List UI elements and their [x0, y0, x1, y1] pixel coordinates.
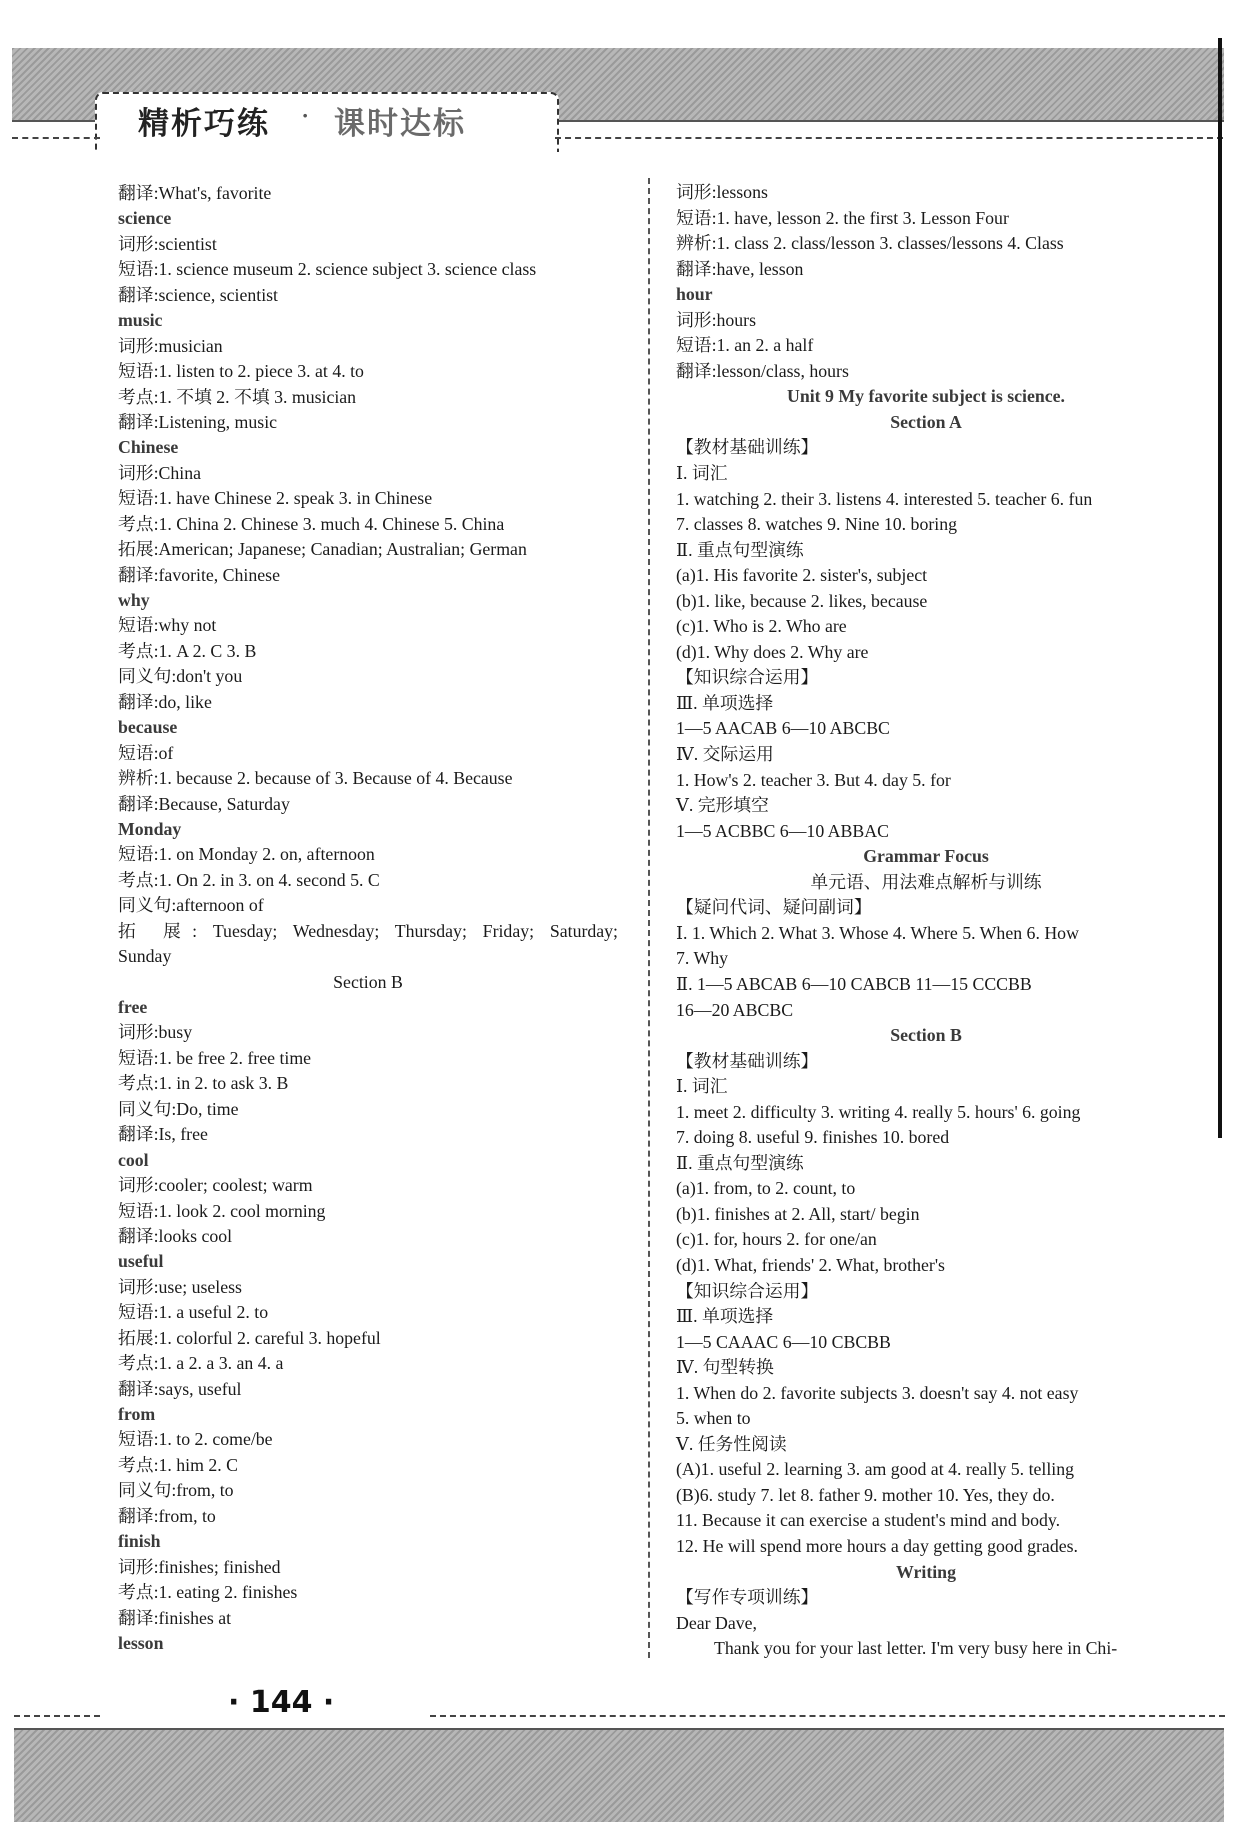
column-divider: [648, 178, 650, 1658]
answer-line: 词形:China: [118, 462, 201, 483]
footer-divider-left: [14, 1715, 100, 1717]
answer-line: 1—5 CAAAC 6—10 CBCBB: [676, 1331, 891, 1352]
section-heading: Section B: [333, 971, 403, 992]
answer-line: 7. classes 8. watches 9. Nine 10. boring: [676, 514, 957, 535]
answer-line: 12. He will spend more hours a day getting good grades.: [676, 1535, 1078, 1556]
answer-line: 翻译:Is, free: [118, 1124, 208, 1145]
answer-line: 翻译:have, lesson: [676, 258, 804, 279]
answer-line: 短语:1. a useful 2. to: [118, 1302, 269, 1323]
footer-divider-right: [430, 1715, 1225, 1717]
answer-line: (c)1. for, hours 2. for one/an: [676, 1229, 877, 1250]
answer-line: 短语:1. on Monday 2. on, afternoon: [118, 844, 375, 865]
answer-line: Ⅰ. 词汇: [676, 463, 728, 484]
entry-headword: lesson: [118, 1632, 164, 1653]
answer-line: 5. when to: [676, 1408, 751, 1429]
answer-line: 词形:hours: [676, 309, 757, 330]
page-number: · 144 ·: [228, 1685, 335, 1720]
answer-line: 【知识综合运用】: [676, 1280, 819, 1301]
answer-line: (A)1. useful 2. learning 3. am good at 4. really 5. telling: [676, 1459, 1075, 1480]
answer-line: 短语:1. to 2. come/be: [118, 1429, 273, 1450]
answer-line: 翻译:do, like: [118, 691, 212, 712]
answer-line: 词形:lessons: [676, 182, 768, 202]
answer-line: 辨析:1. class 2. class/lesson 3. classes/lessons 4. Class: [676, 233, 1064, 254]
answer-line: 【知识综合运用】: [676, 667, 819, 688]
answer-line: (a)1. His favorite 2. sister's, subject: [676, 565, 928, 586]
answer-line: 【教材基础训练】: [676, 437, 819, 458]
answer-line: Dear Dave,: [676, 1612, 757, 1633]
answer-line: 【教材基础训练】: [676, 1050, 819, 1071]
answer-line: (a)1. from, to 2. count, to: [676, 1178, 856, 1199]
entry-headword: free: [118, 997, 148, 1017]
answer-line: 翻译:looks cool: [118, 1225, 233, 1246]
answer-line: 翻译:What's, favorite: [118, 183, 272, 203]
answer-line: 考点:1. him 2. C: [118, 1454, 239, 1475]
section-heading: Grammar Focus: [863, 846, 989, 867]
section-heading: 单元语、用法难点解析与训练: [810, 871, 1042, 892]
answer-line: 短语:1. look 2. cool morning: [118, 1200, 326, 1221]
left-column: [118, 181, 618, 1656]
answer-line: 同义句:afternoon of: [118, 895, 264, 916]
answer-line: 考点:1. On 2. in 3. on 4. second 5. C: [118, 869, 380, 890]
answer-line: 【疑问代词、疑问副词】: [676, 897, 872, 918]
answer-line: 词形:finishes; finished: [118, 1556, 281, 1577]
answer-line: 短语:1. have Chinese 2. speak 3. in Chinese: [118, 488, 433, 509]
answer-line: 7. Why: [676, 948, 729, 969]
answer-line: (b)1. like, because 2. likes, because: [676, 590, 928, 611]
answer-line: 同义句:Do, time: [118, 1098, 239, 1119]
header-title: 精析巧练: [138, 106, 270, 142]
answer-line: 词形:cooler; coolest; warm: [118, 1175, 313, 1196]
answer-line: Ⅱ. 重点句型演练: [676, 1152, 804, 1173]
entry-headword: music: [118, 310, 163, 331]
entry-headword: from: [118, 1404, 156, 1424]
answer-line: 考点:1. a 2. a 3. an 4. a: [118, 1353, 284, 1374]
answer-line: 翻译:favorite, Chinese: [118, 564, 280, 585]
answer-line: 同义句:from, to: [118, 1480, 234, 1501]
answer-line: Ⅲ. 单项选择: [676, 692, 774, 713]
answer-line: 【写作专项训练】: [676, 1587, 819, 1608]
header-separator: ·: [300, 98, 311, 133]
entry-headword: cool: [118, 1149, 149, 1170]
section-heading: Writing: [896, 1561, 956, 1582]
answer-line: 考点:1. China 2. Chinese 3. much 4. Chinese 5. China: [118, 513, 505, 534]
answer-line: Ⅱ. 1—5 ABCAB 6—10 CABCB 11—15 CCCBB: [676, 973, 1032, 994]
entry-headword: finish: [118, 1531, 161, 1552]
answer-line: 1—5 AACAB 6—10 ABCBC: [676, 718, 890, 739]
section-heading: Unit 9 My favorite subject is science.: [786, 386, 1065, 407]
answer-line: 拓展:1. colorful 2. careful 3. hopeful: [118, 1327, 381, 1348]
section-heading: Section B: [890, 1025, 962, 1046]
answer-line: 短语:1. listen to 2. piece 3. at 4. to: [118, 361, 364, 382]
answer-line: 1. watching 2. their 3. listens 4. interested 5. teacher 6. fun: [676, 488, 1093, 509]
answer-line: Ⅱ. 重点句型演练: [676, 539, 804, 560]
entry-headword: Monday: [118, 818, 182, 839]
answer-line: Ⅳ. 句型转换: [676, 1357, 774, 1378]
header-subtitle: 课时达标: [334, 106, 466, 142]
answer-line: 拓展:American; Japanese; Canadian; Australian; German: [118, 539, 527, 560]
section-heading: Section A: [890, 411, 962, 432]
answer-line: 1. meet 2. difficulty 3. writing 4. really 5. hours' 6. going: [676, 1101, 1081, 1122]
footer-band: [14, 1728, 1224, 1822]
answer-line: 翻译:lesson/class, hours: [676, 360, 849, 381]
entry-headword: useful: [118, 1251, 164, 1272]
answer-line: 翻译:from, to: [118, 1505, 216, 1526]
answer-line: Ⅲ. 单项选择: [676, 1306, 774, 1327]
answer-line: Ⅳ. 交际运用: [676, 744, 774, 765]
entry-headword: Chinese: [118, 437, 179, 458]
answer-line: Ⅰ. 词汇: [676, 1076, 728, 1097]
answer-line: 短语:1. an 2. a half: [676, 335, 814, 356]
answer-line: 16—20 ABCBC: [676, 999, 794, 1020]
answer-line: (b)1. finishes at 2. All, start/ begin: [676, 1203, 920, 1224]
answer-line: 翻译:Listening, music: [118, 411, 278, 432]
answer-line: 词形:busy: [118, 1022, 193, 1043]
right-column: [676, 180, 1176, 1662]
answer-line: 短语:1. science museum 2. science subject 3. science class: [118, 259, 537, 280]
entry-headword: because: [118, 717, 178, 738]
answer-line: 词形:scientist: [118, 233, 217, 254]
answer-line: 短语:why not: [118, 615, 217, 636]
answer-line: Ⅰ. 1. Which 2. What 3. Whose 4. Where 5. When 6. How: [676, 922, 1079, 943]
answer-line: Ⅴ. 任务性阅读: [676, 1433, 787, 1454]
answer-line: 词形:use; useless: [118, 1276, 242, 1297]
answer-line: 11. Because it can exercise a student's mind and body.: [676, 1510, 1061, 1531]
entry-headword: hour: [676, 284, 713, 305]
answer-line: 1—5 ACBBC 6—10 ABBAC: [676, 820, 889, 841]
answer-line: 1. When do 2. favorite subjects 3. doesn't say 4. not easy: [676, 1382, 1079, 1403]
answer-line: Ⅴ. 完形填空: [676, 795, 769, 816]
answer-line: Thank you for your last letter. I'm very busy here in Chi-: [714, 1638, 1118, 1659]
answer-line: (B)6. study 7. let 8. father 9. mother 10. Yes, they do.: [676, 1484, 1055, 1505]
entry-headword: why: [118, 590, 150, 610]
answer-line: 考点:1. eating 2. finishes: [118, 1582, 298, 1603]
answer-line: (d)1. What, friends' 2. What, brother's: [676, 1254, 945, 1275]
answer-line: Sunday: [118, 946, 172, 967]
answer-line: 翻译:Because, Saturday: [118, 793, 290, 814]
answer-line: 词形:musician: [118, 335, 223, 356]
answer-line: 考点:1. in 2. to ask 3. B: [118, 1073, 289, 1094]
answer-line: 翻译:finishes at: [118, 1607, 232, 1628]
answer-line: (c)1. Who is 2. Who are: [676, 616, 847, 637]
entry-headword: science: [118, 208, 172, 229]
answer-line: 辨析:1. because 2. because of 3. Because of 4. Because: [118, 768, 513, 789]
answer-line: 翻译:says, useful: [118, 1378, 242, 1399]
answer-line: 考点:1. A 2. C 3. B: [118, 640, 257, 661]
answer-line: 短语:1. be free 2. free time: [118, 1047, 312, 1068]
answer-line: (d)1. Why does 2. Why are: [676, 641, 869, 662]
answer-line: 拓 展: Tuesday; Wednesday; Thursday; Friday; Saturday;: [118, 920, 618, 941]
answer-line: 考点:1. 不填 2. 不填 3. musician: [118, 386, 357, 407]
header-divider-right: [555, 137, 1223, 139]
answer-line: 翻译:science, scientist: [118, 284, 278, 305]
answer-line: 1. How's 2. teacher 3. But 4. day 5. for: [676, 769, 951, 790]
page-edge-rule: [1218, 38, 1222, 1138]
header-divider-left: [12, 137, 100, 139]
answer-line: 同义句:don't you: [118, 666, 243, 687]
answer-line: 7. doing 8. useful 9. finishes 10. bored: [676, 1127, 950, 1148]
answer-line: 短语:of: [118, 742, 174, 763]
answer-line: 短语:1. have, lesson 2. the first 3. Lesson Four: [676, 207, 1009, 228]
